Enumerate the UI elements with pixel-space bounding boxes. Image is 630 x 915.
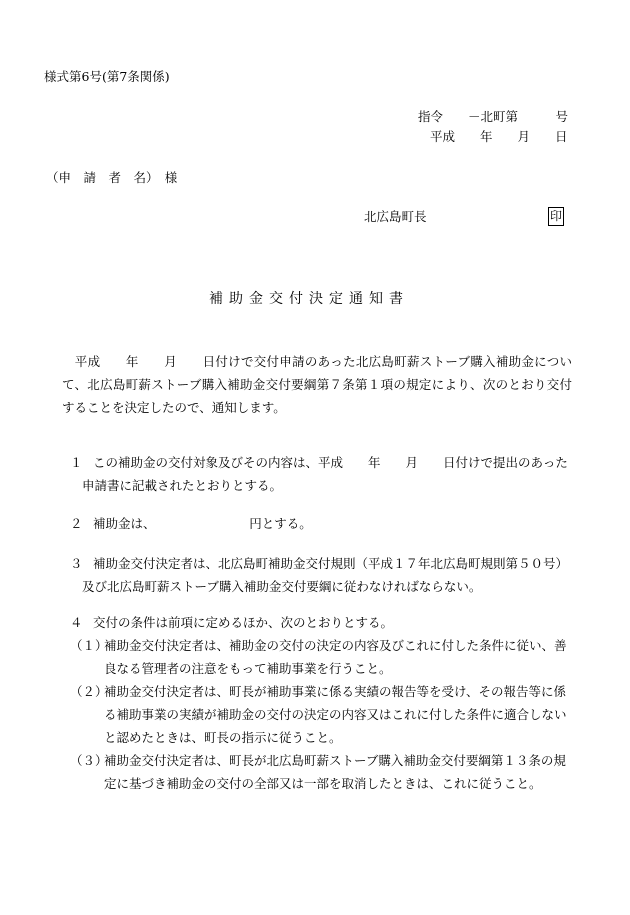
item-2-number: ２ [70,516,83,531]
item-4-text: 交付の条件は前項に定めるほか、次のとおりとする。 [93,615,394,630]
date-line: 平成 年 月 日 [430,129,568,144]
item-3-text: 補助金交付決定者は、北広島町補助金交付規則（平成１７年北広島町規則第５０号） [93,556,569,571]
seal-stamp: 印 [548,207,564,226]
subitem-3-text [104,749,572,795]
subitem-2-body: 補助金交付決定者は、町長が補助事業に係る実績の報告等を受け、その報告等に係る補助事業の実績が補助金の交付の決定の内容又はこれに付した条件に適合しないと認めたときは、町長の指示に従うこと。 [104,684,567,745]
item-3-continuation: 及び北広島町薪ストーブ購入補助金交付要綱に従わなければならない。 [82,579,482,594]
item-1-number: １ [70,455,83,470]
item-2-text: 補助金は、 円とする。 [93,516,312,531]
subitem-2-text [104,680,572,749]
item-4-number: ４ [70,615,83,630]
subitem-2-number: （２） [70,684,108,699]
item-3-number: ３ [70,556,83,571]
issuer-name: 北広島町長 [364,209,427,224]
intro-paragraph: 平成 年 月 日付けで交付申請のあった北広島町薪ストーブ購入補助金について、北広島町薪ストーブ購入補助金交付要綱第７条第１項の規定により、次のとおり交付することを決定したので、通知します。 [62,354,572,415]
item-1-text: この補助金の交付対象及びその内容は、平成 年 月 日付けで提出のあった [93,455,568,470]
subitem-1-body: 補助金交付決定者は、補助金の交付の決定の内容及びこれに付した条件に従い、善良なる管理者の注意をもって補助事業を行うこと。 [104,638,567,676]
document-title: 補助金交付決定通知書 [209,291,409,307]
form-label: 様式第6号(第7条関係) [44,69,170,84]
subitem-1-text [104,634,572,680]
order-number-line: 指令 －北町第 号 [418,109,569,124]
subitem-3-number: （３） [70,753,108,768]
recipient-name: （申 請 者 名） 様 [46,170,178,185]
subitem-3-body: 補助金交付決定者は、町長が北広島町薪ストーブ購入補助金交付要綱第１３条の規定に基づき補助金の交付の全部又は一部を取消したときは、これに従うこと。 [104,753,566,791]
item-1-continuation: 申請書に記載されたとおりとする。 [82,478,283,493]
subitem-1-number: （１） [70,638,108,653]
